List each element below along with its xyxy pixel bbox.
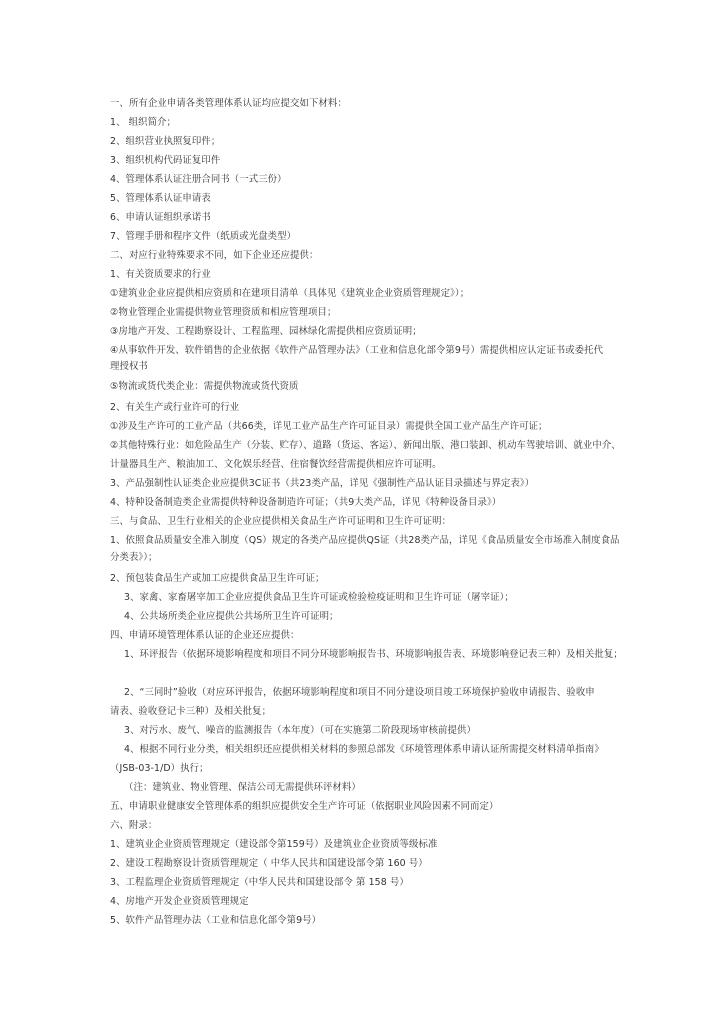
text-line: 1、环评报告（依据环境影响程度和项目不同分环境影响报告书、环境影响报告表、环境影响登记表三种）及相关批复； [124,649,623,660]
text-line: 2、“三同时”验收（对应环评报告，依据环境影响程度和项目不同分建设项目竣工环境保护验收申请报告、验收申 [124,687,595,698]
text-line: 4、根据不同行业分类，相关组织还应提供相关材料的参照总部发《环境管理体系申请认证所需提交材料清单指南》 [124,744,604,755]
text-line: 3、家禽、家畜屠宰加工企业应提供食品卫生许可证或检验检疫证明和卫生许可证（屠宰证）； [124,592,514,603]
text-line: ④从事软件开发、软件销售的企业依据《软件产品管理办法》（工业和信息化部令第9号）需提供相应认定证书或委托代 [110,345,604,356]
text-line: （注：建筑业、物业管理、保洁公司无需提供环评材料） [124,782,361,793]
section-heading: 六、附录： [110,820,158,831]
text-line: 请表、验收登记卡三种）及相关批复； [110,706,272,717]
text-line: 2、预包装食品生产或加工应提供食品卫生许可证； [110,573,325,584]
text-line: 1、 组织简介； [110,117,176,128]
text-line: 7、管理手册和程序文件（纸质或光盘类型） [110,231,297,242]
section-heading: 五、申请职业健康安全管理体系的组织应提供安全生产许可证（依据职业风险因素不同而定） [110,801,499,812]
text-line: 理授权书 [110,361,148,372]
text-line: 1、依照食品质量安全准入制度（QS）规定的各类产品应提供QS证（共28类产品，详见《食品质量安全市场准入制度食品 [110,535,620,546]
text-line: 3、产品强制性认证类企业应提供3C证书（共23类产品，详见《强制性产品认证目录描述与界定表》） [110,478,535,489]
text-line: 1、有关资质要求的行业 [110,269,211,280]
section-heading: 四、申请环境管理体系认证的企业还应提供： [110,630,300,641]
section-heading: 三、与食品、卫生行业相关的企业应提供相关食品生产许可证明和卫生许可证明： [110,516,452,527]
text-line: ①涉及生产许可的工业产品（共66类，详见工业产品生产许可证目录）需提供全国工业产品生产许可证； [110,421,548,432]
text-line: 计量器具生产、粮油加工、文化娱乐经营、住宿餐饮经营需提供相应许可证明。 [110,459,442,470]
section-heading: 二、对应行业特殊要求不同，如下企业还应提供： [110,250,319,261]
text-line: 4、管理体系认证注册合同书（一式三份） [110,174,287,185]
text-line: ②物业管理企业需提供物业管理资质和相应管理项目； [110,307,337,318]
text-line: 3、工程监理企业资质管理规定（中华人民共和国建设部令 第 158 号） [110,877,409,888]
text-line: 2、有关生产或行业许可的行业 [110,402,240,413]
text-line: 3、组织机构代码证复印件 [110,155,221,166]
text-line: 4、公共场所类企业应提供公共场所卫生许可证明； [124,611,339,622]
text-line: 一、所有企业申请各类管理体系认证均应提交如下材料： [110,98,347,109]
text-line: ①建筑业企业应提供相应资质和在建项目清单（具体见《建筑业企业资质管理规定》）； [110,288,470,299]
text-line: 2、组织营业执照复印件； [110,136,221,147]
text-line: ②其他特殊行业：如危险品生产（分装、贮存）、道路（货运、客运）、新闻出版、港口装卸、机动车驾驶培训、就业中介、 [110,440,621,451]
text-line: 4、特种设备制造类企业需提供特种设备制造许可证；（共9大类产品，详见《特种设备目录》） [110,497,502,508]
text-line: 3、对污水、废气、噪音的监测报告（本年度）（可在实施第二阶段现场审核前提供） [124,725,476,736]
text-line: 1、建筑业企业资质管理规定（建设部令第159号）及建筑业企业资质等级标准 [110,839,438,850]
text-line: 4、房地产开发企业资质管理规定 [110,896,249,907]
text-line: 2、建设工程勘察设计资质管理规定（ 中华人民共和国建设部令第 160 号） [110,858,428,869]
text-line: 6、申请认证组织承诺书 [110,212,211,223]
text-line: 5、管理体系认证申请表 [110,193,211,204]
text-line: 5、软件产品管理办法（工业和信息化部令第9号） [110,915,322,926]
text-line: ③房地产开发、工程勘察设计、工程监理、园林绿化需提供相应资质证明； [110,326,422,337]
text-line: ⑤物流或货代类企业：需提供物流或货代资质 [110,381,299,392]
text-line: （JSB-03-1/D）执行； [110,763,209,774]
text-line: 分类表》）； [110,552,158,563]
